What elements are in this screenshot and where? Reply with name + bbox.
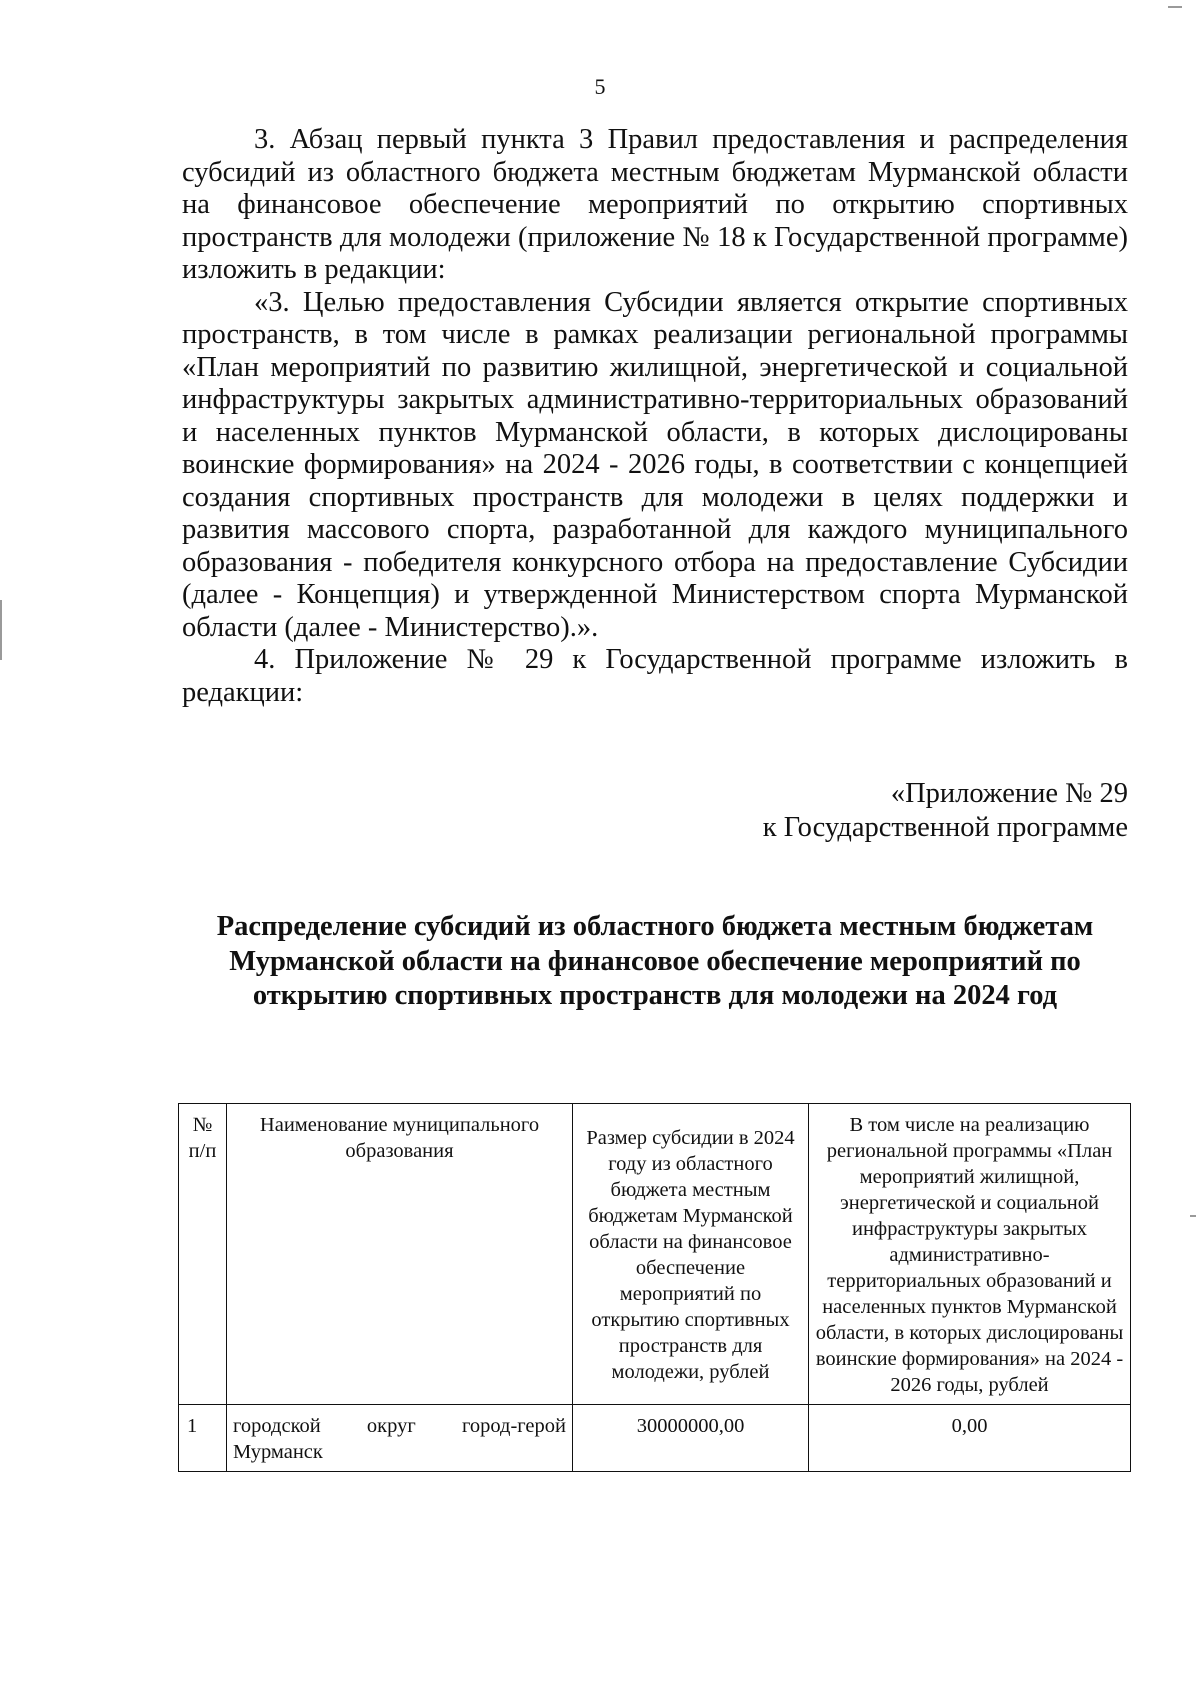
appendix-note-line-1: «Приложение № 29 [890,778,1128,809]
paragraph-clause-4: 4. Приложение № 29 к Государственной программе изложить в редакции: [182,644,1128,708]
body-text [182,124,1128,709]
table-header-row [179,1104,1131,1405]
row-subsidy-size: 30000000,00 [573,1405,809,1472]
page-number: 5 [594,74,606,99]
paragraph-clause-3-new-wording: «3. Целью предоставления Субсидии является открытие спортивных пространств, в том числе в рамках реализации региональной программы «План мероприятий по развитию жилищной, энергетической и социальной инфраструктуры закрытых административно-территориальных образований и населенных пунктов Мурманской области, в которых дислоцированы воинские формирования» на 2024 - 2026 годы, в соответствии с концепцией создания спортивных пространств для молодежи в целях поддержки и развития массового спорта, разработанной для каждого муниципального образования - победителя конкурсного отбора на предоставление Субсидии (далее - Концепция) и утвержденной Министерством спорта Мурманской области (далее - Министерство).». [182,286,1128,643]
scan-artifact-top-right [1168,6,1182,8]
appendix-note [763,777,1128,845]
header-subsidy-size: Размер субсидии в 2024 году из областного бюджета местным бюджетам Мурманской области на финансовое обеспечение мероприятий по открытию спортивных пространств для молодежи, рублей [573,1104,809,1405]
header-municipality-name: Наименование муниципального образования [227,1104,573,1405]
scan-artifact-right-edge [1190,1215,1196,1217]
paragraph-clause-3: 3. Абзац первый пункта 3 Правил предоставления и распределения субсидий из областного бюджета местным бюджетам Мурманской области на финансовое обеспечение мероприятий по открытию спортивных пространств для молодежи (приложение № 18 к Государственной программе) изложить в редакции: [182,124,1128,285]
table-title: Распределение субсидий из областного бюджета местным бюджетам Мурманской области на финансовое обеспечение мероприятий по открытию спортивных пространств для молодежи на 2024 год [216,911,1094,1011]
table-row [179,1405,1131,1472]
header-number: № п/п [179,1104,227,1405]
row-municipality-name: городской округ город-герой Мурманск [227,1405,573,1472]
appendix-note-line-2: к Государственной программе [762,812,1128,843]
subsidy-distribution-table [178,1103,1131,1472]
scan-artifact-left-edge [0,600,2,660]
header-including-regional-program: В том числе на реализацию региональной программы «План мероприятий жилищной, энергетической и социальной инфраструктуры закрытых административно-территориальных образований и населенных пунктов Мурманской области, в которых дислоцированы воинские формирования» на 2024 - 2026 годы, рублей [809,1104,1131,1405]
row-including-amount: 0,00 [809,1405,1131,1472]
row-number: 1 [179,1405,227,1472]
